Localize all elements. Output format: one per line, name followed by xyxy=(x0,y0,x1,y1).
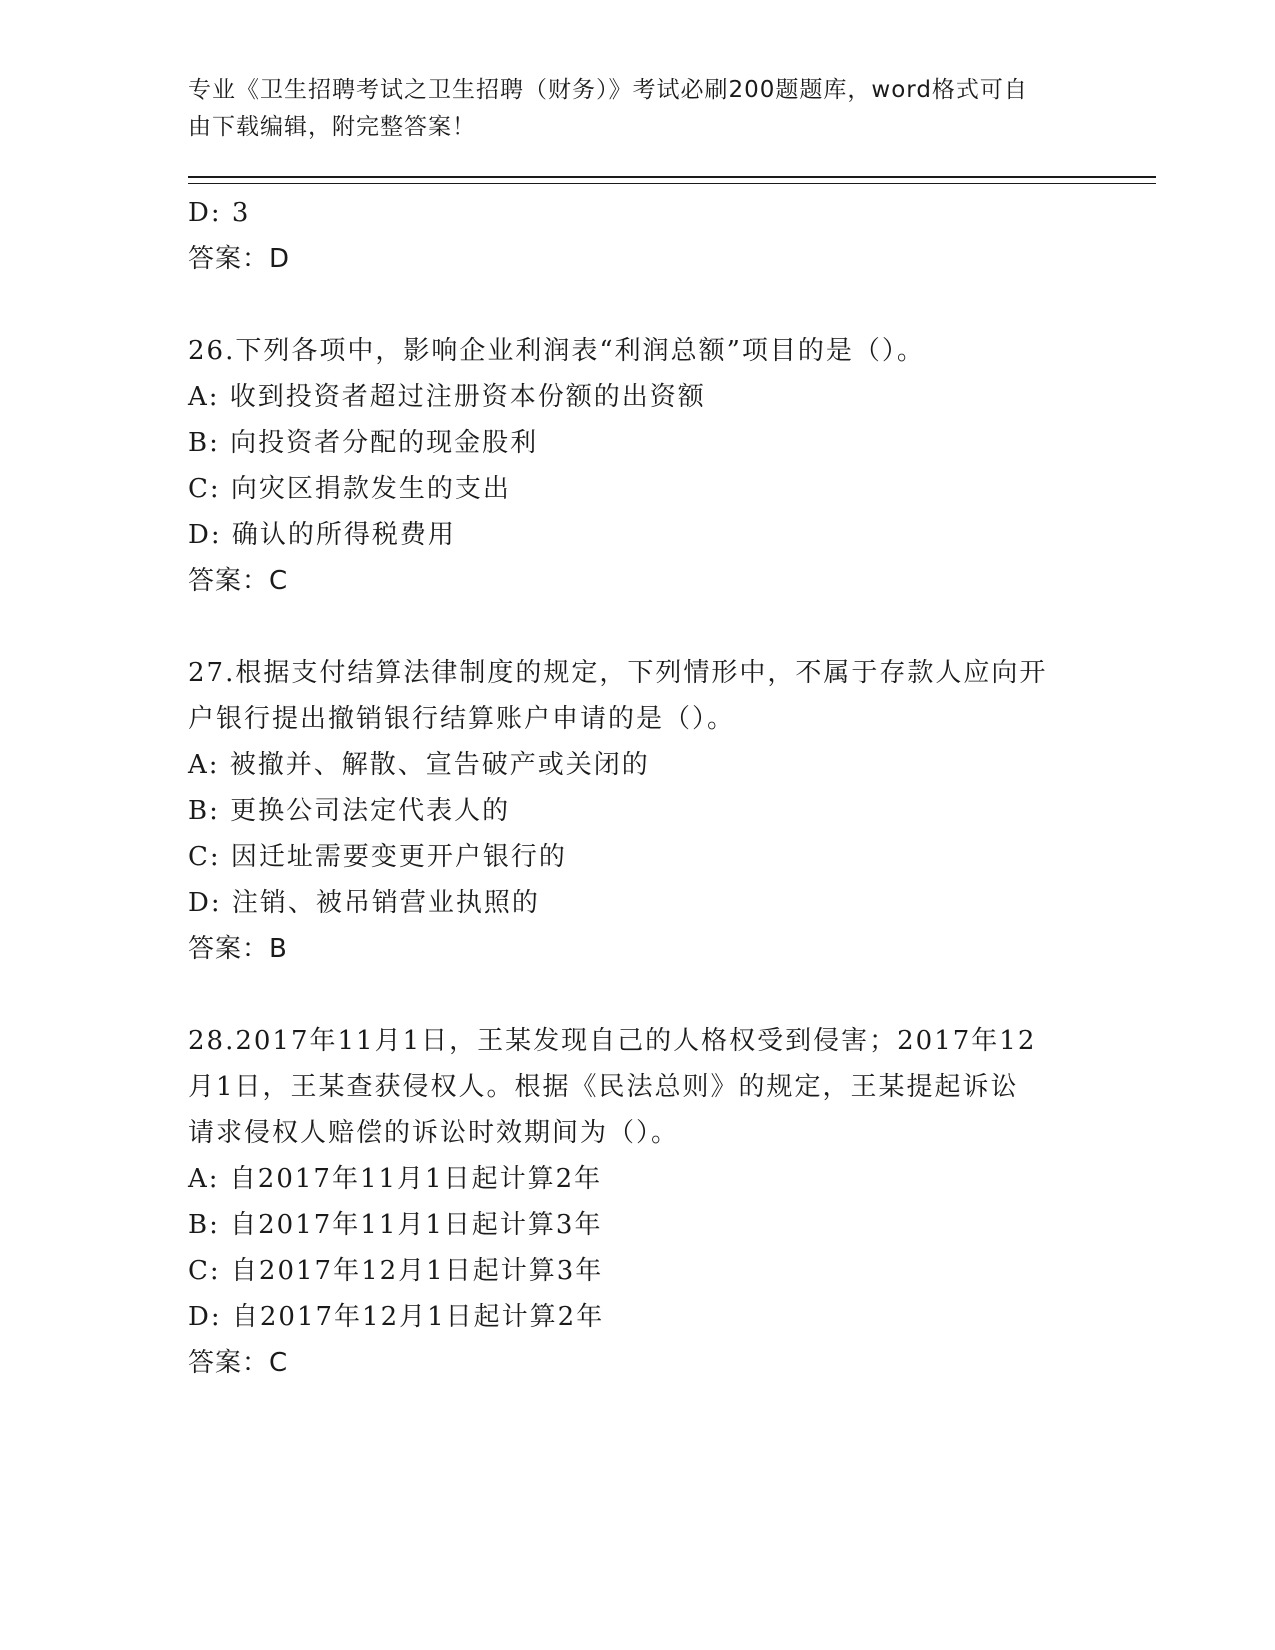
header-divider-thick xyxy=(188,176,1156,178)
spacer xyxy=(188,282,1088,328)
question-title: 26.下列各项中，影响企业利润表“利润总额”项目的是（）。 xyxy=(188,336,925,366)
option-d: D: 3 xyxy=(188,198,251,228)
spacer xyxy=(188,604,1088,650)
answer-line: 答案：D xyxy=(188,244,291,274)
question-26 xyxy=(188,328,1088,604)
option-c: C: 向灾区捐款发生的支出 xyxy=(188,474,511,504)
header-divider-thin xyxy=(188,183,1156,184)
option-a: A: 收到投资者超过注册资本份额的出资额 xyxy=(188,382,706,412)
spacer xyxy=(188,972,1088,1018)
option-c: C: 自2017年12月1日起计算3年 xyxy=(188,1256,604,1286)
header-line-2: 由下载编辑，附完整答案！ xyxy=(188,114,476,140)
question-title-line-2: 户银行提出撤销银行结算账户申请的是（）。 xyxy=(188,704,736,734)
option-a: A: 自2017年11月1日起计算2年 xyxy=(188,1164,603,1194)
question-28 xyxy=(188,1018,1088,1386)
option-d: D: 确认的所得税费用 xyxy=(188,520,456,550)
question-content xyxy=(188,190,1088,1386)
option-b: B: 自2017年11月1日起计算3年 xyxy=(188,1210,603,1240)
answer-line: 答案：C xyxy=(188,1348,289,1378)
option-c: C: 因迁址需要变更开户银行的 xyxy=(188,842,567,872)
question-title-line-1: 27.根据支付结算法律制度的规定，下列情形中，不属于存款人应向开 xyxy=(188,658,1048,688)
option-b: B: 向投资者分配的现金股利 xyxy=(188,428,539,458)
option-a: A: 被撤并、解散、宣告破产或关闭的 xyxy=(188,750,650,780)
question-title-line-2: 月1日，王某查获侵权人。根据《民法总则》的规定，王某提起诉讼 xyxy=(188,1072,1019,1102)
option-b: B: 更换公司法定代表人的 xyxy=(188,796,511,826)
question-title-line-1: 28.2017年11月1日，王某发现自己的人格权受到侵害；2017年12 xyxy=(188,1026,1037,1056)
document-header xyxy=(188,72,1068,146)
question-title-line-3: 请求侵权人赔偿的诉讼时效期间为（）。 xyxy=(188,1118,680,1148)
previous-question xyxy=(188,190,1088,282)
question-27 xyxy=(188,650,1088,972)
answer-line: 答案：C xyxy=(188,566,289,596)
answer-line: 答案：B xyxy=(188,934,288,964)
option-d: D: 自2017年12月1日起计算2年 xyxy=(188,1302,605,1332)
option-d: D: 注销、被吊销营业执照的 xyxy=(188,888,540,918)
header-line-1: 专业《卫生招聘考试之卫生招聘（财务）》考试必刷200题题库，word格式可自 xyxy=(188,77,1028,103)
